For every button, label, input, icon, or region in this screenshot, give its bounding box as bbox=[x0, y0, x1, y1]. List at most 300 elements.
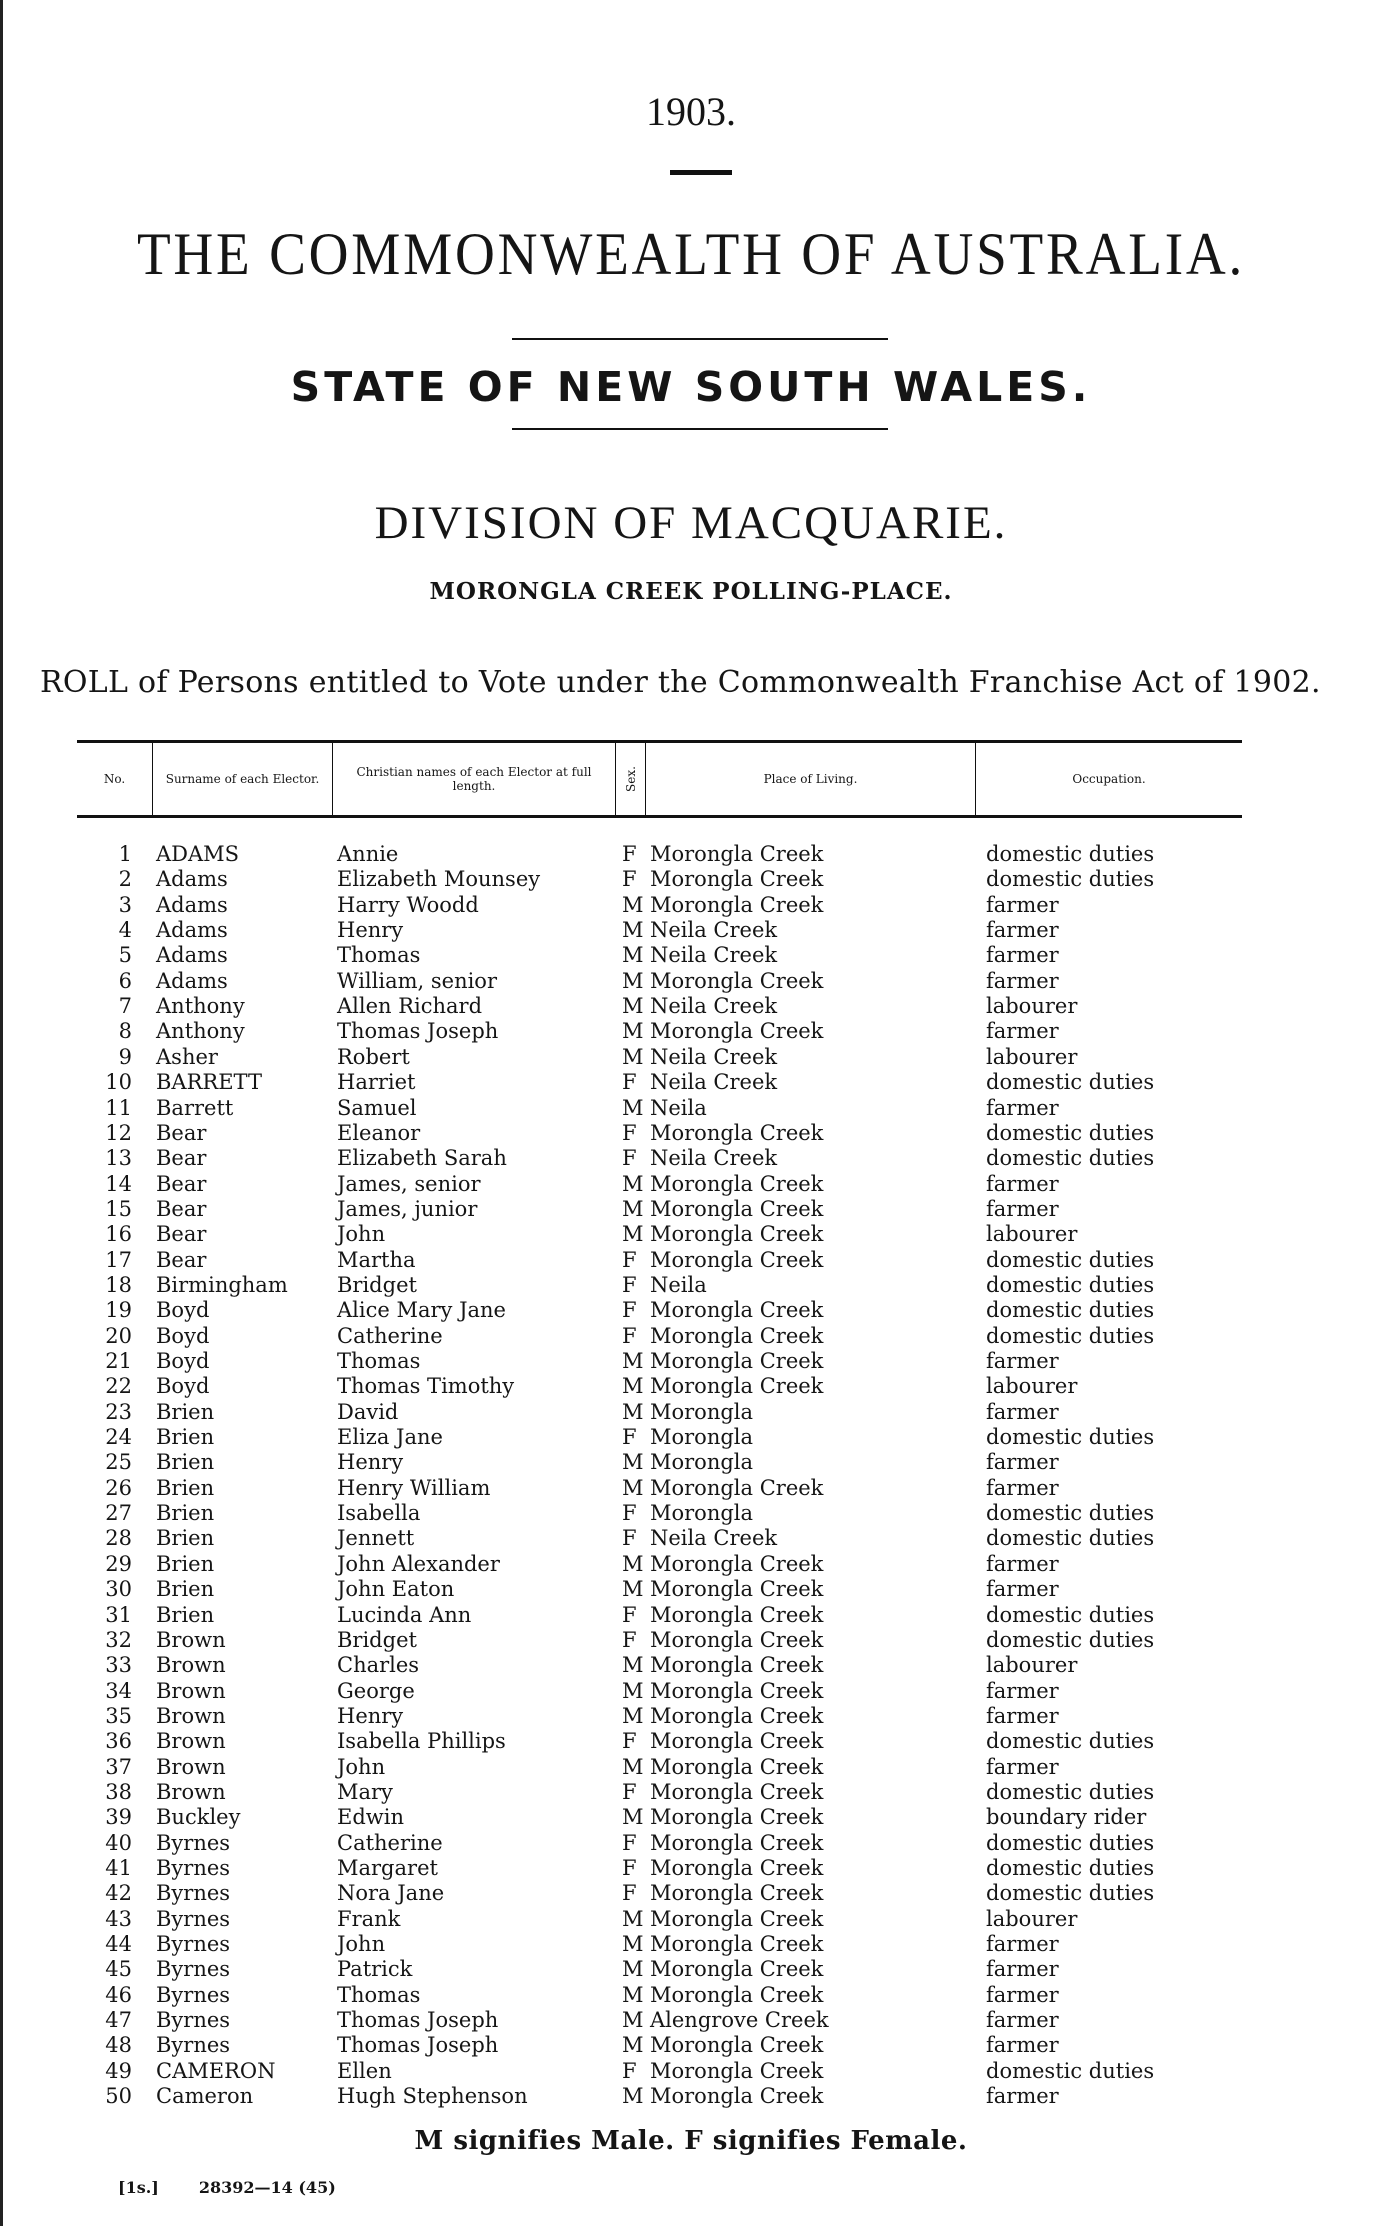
row-surname: Brown bbox=[156, 1729, 226, 1753]
polling-place-title: MORONGLA CREEK POLLING-PLACE. bbox=[429, 578, 953, 605]
row-surname: Byrnes bbox=[156, 1856, 231, 1880]
row-sex: F bbox=[622, 1324, 637, 1348]
table-row bbox=[0, 1374, 1382, 1399]
row-place: Morongla Creek bbox=[650, 1907, 824, 1931]
row-sex: F bbox=[622, 1298, 637, 1322]
row-place: Morongla Creek bbox=[650, 1019, 824, 1043]
row-occupation: farmer bbox=[986, 1096, 1059, 1120]
row-place: Morongla Creek bbox=[650, 867, 824, 891]
row-surname: Byrnes bbox=[156, 1957, 231, 1981]
row-occupation: farmer bbox=[986, 943, 1059, 967]
row-number: 26 bbox=[105, 1476, 132, 1500]
row-number: 11 bbox=[105, 1096, 132, 1120]
row-place: Neila Creek bbox=[650, 1070, 778, 1094]
table-header bbox=[77, 740, 1242, 818]
table-row bbox=[0, 1805, 1382, 1830]
row-sex: F bbox=[622, 1628, 637, 1652]
table-row bbox=[0, 842, 1382, 867]
row-surname: BARRETT bbox=[156, 1070, 262, 1094]
row-place: Morongla bbox=[650, 1425, 754, 1449]
row-place: Neila Creek bbox=[650, 994, 778, 1018]
row-place: Morongla bbox=[650, 1501, 754, 1525]
row-place: Morongla Creek bbox=[650, 1831, 824, 1855]
row-occupation: domestic duties bbox=[986, 1248, 1155, 1272]
table-row bbox=[0, 1501, 1382, 1526]
main-title: THE COMMONWEALTH OF AUSTRALIA. bbox=[136, 221, 1246, 287]
divider bbox=[670, 170, 732, 175]
row-occupation: domestic duties bbox=[986, 1603, 1155, 1627]
row-christian-names: Lucinda Ann bbox=[337, 1603, 472, 1627]
row-number: 3 bbox=[118, 893, 132, 917]
table-row bbox=[0, 1831, 1382, 1856]
column-header-place: Place of Living. bbox=[646, 743, 976, 815]
row-number: 37 bbox=[105, 1755, 132, 1779]
row-place: Morongla Creek bbox=[650, 1172, 824, 1196]
table-row bbox=[0, 1476, 1382, 1501]
row-place: Morongla Creek bbox=[650, 1552, 824, 1576]
row-occupation: farmer bbox=[986, 1755, 1059, 1779]
row-number: 35 bbox=[105, 1704, 132, 1728]
row-occupation: labourer bbox=[986, 1907, 1078, 1931]
column-header-surname: Surname of each Elector. bbox=[153, 743, 333, 815]
table-row bbox=[0, 2033, 1382, 2058]
row-christian-names: Henry William bbox=[337, 1476, 491, 1500]
table-row bbox=[0, 2084, 1382, 2109]
row-christian-names: Thomas Timothy bbox=[337, 1374, 515, 1398]
row-place: Morongla Creek bbox=[650, 1298, 824, 1322]
table-row bbox=[0, 1400, 1382, 1425]
row-number: 17 bbox=[105, 1248, 132, 1272]
row-christian-names: James, senior bbox=[337, 1172, 481, 1196]
row-christian-names: Annie bbox=[337, 842, 399, 866]
row-place: Morongla Creek bbox=[650, 1679, 824, 1703]
row-sex: M bbox=[622, 969, 644, 993]
row-sex: M bbox=[622, 1577, 644, 1601]
row-number: 40 bbox=[105, 1831, 132, 1855]
row-number: 12 bbox=[105, 1121, 132, 1145]
row-surname: Bear bbox=[156, 1146, 207, 1170]
row-surname: Brown bbox=[156, 1704, 226, 1728]
table-row bbox=[0, 2008, 1382, 2033]
row-number: 36 bbox=[105, 1729, 132, 1753]
row-christian-names: Bridget bbox=[337, 1628, 417, 1652]
row-number: 13 bbox=[105, 1146, 132, 1170]
table-row bbox=[0, 1856, 1382, 1881]
row-christian-names: Robert bbox=[337, 1045, 410, 1069]
row-place: Morongla Creek bbox=[650, 1729, 824, 1753]
row-christian-names: Elizabeth Mounsey bbox=[337, 867, 541, 891]
row-number: 8 bbox=[118, 1019, 132, 1043]
row-place: Morongla Creek bbox=[650, 1248, 824, 1272]
row-christian-names: William, senior bbox=[337, 969, 497, 993]
row-christian-names: Nora Jane bbox=[337, 1881, 445, 1905]
row-occupation: labourer bbox=[986, 1222, 1078, 1246]
row-sex: F bbox=[622, 1729, 637, 1753]
row-christian-names: Patrick bbox=[337, 1957, 413, 1981]
row-surname: Adams bbox=[156, 969, 228, 993]
row-sex: M bbox=[622, 1374, 644, 1398]
row-occupation: domestic duties bbox=[986, 1881, 1155, 1905]
row-number: 6 bbox=[118, 969, 132, 993]
row-number: 18 bbox=[105, 1273, 132, 1297]
row-christian-names: John Alexander bbox=[337, 1552, 500, 1576]
row-sex: F bbox=[622, 1248, 637, 1272]
row-christian-names: Mary bbox=[337, 1780, 393, 1804]
row-christian-names: Harry Woodd bbox=[337, 893, 479, 917]
row-number: 39 bbox=[105, 1805, 132, 1829]
table-row bbox=[0, 893, 1382, 918]
column-header-sex bbox=[616, 743, 646, 815]
row-surname: Adams bbox=[156, 893, 228, 917]
row-occupation: domestic duties bbox=[986, 1780, 1155, 1804]
divider bbox=[512, 428, 888, 430]
row-place: Morongla Creek bbox=[650, 1805, 824, 1829]
row-place: Morongla Creek bbox=[650, 2033, 824, 2057]
table-row bbox=[0, 1983, 1382, 2008]
row-sex: M bbox=[622, 1755, 644, 1779]
row-number: 19 bbox=[105, 1298, 132, 1322]
table-row bbox=[0, 1070, 1382, 1095]
table-row bbox=[0, 1096, 1382, 1121]
row-surname: Byrnes bbox=[156, 1932, 231, 1956]
table-row bbox=[0, 1653, 1382, 1678]
row-christian-names: Bridget bbox=[337, 1273, 417, 1297]
row-christian-names: John bbox=[337, 1222, 386, 1246]
row-christian-names: Catherine bbox=[337, 1831, 443, 1855]
row-sex: F bbox=[622, 1121, 637, 1145]
row-christian-names: Jennett bbox=[337, 1526, 415, 1550]
row-christian-names: Frank bbox=[337, 1907, 401, 1931]
row-christian-names: Ellen bbox=[337, 2059, 392, 2083]
row-surname: Brien bbox=[156, 1526, 215, 1550]
row-occupation: domestic duties bbox=[986, 1729, 1155, 1753]
row-sex: M bbox=[622, 1400, 644, 1424]
table-row bbox=[0, 1121, 1382, 1146]
row-place: Morongla Creek bbox=[650, 1197, 824, 1221]
row-sex: M bbox=[622, 1552, 644, 1576]
row-surname: Brown bbox=[156, 1755, 226, 1779]
row-surname: Brien bbox=[156, 1450, 215, 1474]
row-number: 45 bbox=[105, 1957, 132, 1981]
table-row bbox=[0, 1704, 1382, 1729]
table-row bbox=[0, 1222, 1382, 1247]
table-row bbox=[0, 1045, 1382, 1070]
row-christian-names: Edwin bbox=[337, 1805, 404, 1829]
row-christian-names: Thomas Joseph bbox=[337, 2008, 499, 2032]
row-occupation: domestic duties bbox=[986, 1298, 1155, 1322]
row-surname: Brien bbox=[156, 1552, 215, 1576]
row-sex: M bbox=[622, 1957, 644, 1981]
row-occupation: farmer bbox=[986, 1476, 1059, 1500]
row-christian-names: Thomas bbox=[337, 1349, 421, 1373]
row-place: Morongla Creek bbox=[650, 969, 824, 993]
row-christian-names: Alice Mary Jane bbox=[337, 1298, 506, 1322]
row-number: 43 bbox=[105, 1907, 132, 1931]
row-surname: Boyd bbox=[156, 1374, 210, 1398]
row-occupation: farmer bbox=[986, 918, 1059, 942]
row-occupation: domestic duties bbox=[986, 1526, 1155, 1550]
row-number: 41 bbox=[105, 1856, 132, 1880]
row-number: 25 bbox=[105, 1450, 132, 1474]
table-row bbox=[0, 1679, 1382, 1704]
row-surname: CAMERON bbox=[156, 2059, 276, 2083]
row-christian-names: Eliza Jane bbox=[337, 1425, 443, 1449]
row-sex: F bbox=[622, 1501, 637, 1525]
table-row bbox=[0, 1248, 1382, 1273]
table-row bbox=[0, 1628, 1382, 1653]
row-occupation: labourer bbox=[986, 1653, 1078, 1677]
row-number: 24 bbox=[105, 1425, 132, 1449]
table-row bbox=[0, 1577, 1382, 1602]
row-place: Morongla Creek bbox=[650, 1628, 824, 1652]
row-occupation: farmer bbox=[986, 969, 1059, 993]
row-occupation: domestic duties bbox=[986, 1831, 1155, 1855]
table-row bbox=[0, 969, 1382, 994]
table-row bbox=[0, 943, 1382, 968]
row-occupation: farmer bbox=[986, 893, 1059, 917]
row-sex: F bbox=[622, 1526, 637, 1550]
row-surname: Bear bbox=[156, 1121, 207, 1145]
row-christian-names: Harriet bbox=[337, 1070, 416, 1094]
row-christian-names: Martha bbox=[337, 1248, 416, 1272]
row-christian-names: Catherine bbox=[337, 1324, 443, 1348]
roll-heading: ROLL of Persons entitled to Vote under the Commonwealth Franchise Act of 1902. bbox=[40, 665, 1321, 700]
row-christian-names: Thomas Joseph bbox=[337, 2033, 499, 2057]
row-occupation: farmer bbox=[986, 1400, 1059, 1424]
row-sex: M bbox=[622, 1197, 644, 1221]
row-sex: F bbox=[622, 1881, 637, 1905]
row-number: 2 bbox=[118, 867, 132, 891]
row-christian-names: Henry bbox=[337, 1450, 404, 1474]
column-header-christian-names: Christian names of each Elector at full length. bbox=[333, 743, 616, 815]
row-sex: F bbox=[622, 2059, 637, 2083]
row-place: Morongla bbox=[650, 1400, 754, 1424]
row-christian-names: Thomas bbox=[337, 1983, 421, 2007]
row-number: 50 bbox=[105, 2084, 132, 2108]
row-number: 38 bbox=[105, 1780, 132, 1804]
row-place: Morongla Creek bbox=[650, 2059, 824, 2083]
row-surname: Bear bbox=[156, 1248, 207, 1272]
row-christian-names: Allen Richard bbox=[337, 994, 483, 1018]
table-row bbox=[0, 1298, 1382, 1323]
row-surname: Brien bbox=[156, 1603, 215, 1627]
row-place: Morongla Creek bbox=[650, 1653, 824, 1677]
row-sex: M bbox=[622, 1172, 644, 1196]
row-sex: F bbox=[622, 842, 637, 866]
row-place: Neila bbox=[650, 1096, 707, 1120]
row-sex: M bbox=[622, 943, 644, 967]
table-row bbox=[0, 1755, 1382, 1780]
row-place: Morongla Creek bbox=[650, 893, 824, 917]
table-row bbox=[0, 1526, 1382, 1551]
row-place: Morongla Creek bbox=[650, 1704, 824, 1728]
row-christian-names: Charles bbox=[337, 1653, 420, 1677]
row-sex: M bbox=[622, 2008, 644, 2032]
row-place: Morongla Creek bbox=[650, 1121, 824, 1145]
row-surname: Byrnes bbox=[156, 1881, 231, 1905]
row-number: 42 bbox=[105, 1881, 132, 1905]
row-christian-names: Isabella Phillips bbox=[337, 1729, 506, 1753]
row-sex: M bbox=[622, 1679, 644, 1703]
row-sex: M bbox=[622, 1222, 644, 1246]
division-title: DIVISION OF MACQUARIE. bbox=[374, 497, 1008, 549]
row-sex: M bbox=[622, 1045, 644, 1069]
row-occupation: farmer bbox=[986, 1983, 1059, 2007]
state-title: STATE OF NEW SOUTH WALES. bbox=[290, 363, 1092, 411]
row-number: 4 bbox=[118, 918, 132, 942]
row-occupation: labourer bbox=[986, 1045, 1078, 1069]
column-header-sex-label: Sex. bbox=[623, 766, 638, 792]
table-row bbox=[0, 2059, 1382, 2084]
row-surname: Brien bbox=[156, 1577, 215, 1601]
row-sex: M bbox=[622, 1932, 644, 1956]
row-place: Morongla Creek bbox=[650, 2084, 824, 2108]
column-header-no: No. bbox=[77, 743, 153, 815]
row-number: 5 bbox=[118, 943, 132, 967]
row-surname: Byrnes bbox=[156, 2008, 231, 2032]
row-sex: M bbox=[622, 893, 644, 917]
row-number: 1 bbox=[118, 842, 132, 866]
table-row bbox=[0, 1780, 1382, 1805]
table-row bbox=[0, 1552, 1382, 1577]
row-occupation: domestic duties bbox=[986, 1501, 1155, 1525]
row-number: 14 bbox=[105, 1172, 132, 1196]
row-christian-names: George bbox=[337, 1679, 415, 1703]
row-surname: Buckley bbox=[156, 1805, 241, 1829]
row-number: 34 bbox=[105, 1679, 132, 1703]
row-sex: M bbox=[622, 994, 644, 1018]
row-christian-names: James, junior bbox=[337, 1197, 478, 1221]
row-place: Morongla bbox=[650, 1450, 754, 1474]
row-number: 10 bbox=[105, 1070, 132, 1094]
row-place: Neila Creek bbox=[650, 918, 778, 942]
row-surname: ADAMS bbox=[156, 842, 240, 866]
row-occupation: farmer bbox=[986, 1172, 1059, 1196]
row-sex: M bbox=[622, 1983, 644, 2007]
row-number: 22 bbox=[105, 1374, 132, 1398]
row-place: Morongla Creek bbox=[650, 1983, 824, 2007]
row-number: 30 bbox=[105, 1577, 132, 1601]
row-number: 15 bbox=[105, 1197, 132, 1221]
row-sex: M bbox=[622, 1907, 644, 1931]
row-occupation: farmer bbox=[986, 1552, 1059, 1576]
row-occupation: domestic duties bbox=[986, 1146, 1155, 1170]
row-surname: Adams bbox=[156, 867, 228, 891]
row-christian-names: Thomas Joseph bbox=[337, 1019, 499, 1043]
divider bbox=[512, 338, 888, 340]
table-row bbox=[0, 1957, 1382, 1982]
row-occupation: domestic duties bbox=[986, 2059, 1155, 2083]
row-occupation: domestic duties bbox=[986, 842, 1155, 866]
row-occupation: farmer bbox=[986, 2084, 1059, 2108]
row-surname: Boyd bbox=[156, 1298, 210, 1322]
row-surname: Boyd bbox=[156, 1349, 210, 1373]
row-christian-names: Hugh Stephenson bbox=[337, 2084, 528, 2108]
row-number: 31 bbox=[105, 1603, 132, 1627]
row-place: Neila Creek bbox=[650, 1526, 778, 1550]
row-surname: Birmingham bbox=[156, 1273, 288, 1297]
row-number: 32 bbox=[105, 1628, 132, 1652]
row-occupation: labourer bbox=[986, 994, 1078, 1018]
row-christian-names: Elizabeth Sarah bbox=[337, 1146, 507, 1170]
row-occupation: farmer bbox=[986, 1197, 1059, 1221]
row-sex: M bbox=[622, 1450, 644, 1474]
row-place: Morongla Creek bbox=[650, 1374, 824, 1398]
row-surname: Anthony bbox=[156, 994, 245, 1018]
row-christian-names: Eleanor bbox=[337, 1121, 421, 1145]
row-christian-names: John bbox=[337, 1932, 386, 1956]
row-occupation: domestic duties bbox=[986, 1856, 1155, 1880]
row-place: Neila Creek bbox=[650, 1146, 778, 1170]
row-christian-names: David bbox=[337, 1400, 399, 1424]
table-row bbox=[0, 1019, 1382, 1044]
row-place: Morongla Creek bbox=[650, 1577, 824, 1601]
row-number: 23 bbox=[105, 1400, 132, 1424]
row-occupation: domestic duties bbox=[986, 1324, 1155, 1348]
row-occupation: domestic duties bbox=[986, 1628, 1155, 1652]
row-surname: Cameron bbox=[156, 2084, 254, 2108]
row-sex: F bbox=[622, 1425, 637, 1449]
row-surname: Brown bbox=[156, 1679, 226, 1703]
row-number: 29 bbox=[105, 1552, 132, 1576]
row-surname: Brown bbox=[156, 1780, 226, 1804]
row-occupation: farmer bbox=[986, 1577, 1059, 1601]
row-sex: F bbox=[622, 867, 637, 891]
row-place: Alengrove Creek bbox=[650, 2008, 829, 2032]
table-row bbox=[0, 1729, 1382, 1754]
row-christian-names: Samuel bbox=[337, 1096, 417, 1120]
row-occupation: farmer bbox=[986, 1932, 1059, 1956]
row-number: 44 bbox=[105, 1932, 132, 1956]
row-surname: Adams bbox=[156, 918, 228, 942]
table-row bbox=[0, 1450, 1382, 1475]
row-christian-names: John bbox=[337, 1755, 386, 1779]
row-occupation: labourer bbox=[986, 1374, 1078, 1398]
row-surname: Brien bbox=[156, 1501, 215, 1525]
row-occupation: domestic duties bbox=[986, 867, 1155, 891]
row-sex: F bbox=[622, 1273, 637, 1297]
row-number: 28 bbox=[105, 1526, 132, 1550]
row-sex: F bbox=[622, 1603, 637, 1627]
row-surname: Brien bbox=[156, 1476, 215, 1500]
row-number: 33 bbox=[105, 1653, 132, 1677]
row-surname: Asher bbox=[156, 1045, 218, 1069]
row-sex: M bbox=[622, 918, 644, 942]
table-row bbox=[0, 1425, 1382, 1450]
row-surname: Byrnes bbox=[156, 1907, 231, 1931]
table-row bbox=[0, 918, 1382, 943]
table-row bbox=[0, 1197, 1382, 1222]
row-surname: Adams bbox=[156, 943, 228, 967]
table-row bbox=[0, 1324, 1382, 1349]
table-row bbox=[0, 1932, 1382, 1957]
row-place: Morongla Creek bbox=[650, 1349, 824, 1373]
row-surname: Anthony bbox=[156, 1019, 245, 1043]
row-place: Morongla Creek bbox=[650, 1932, 824, 1956]
row-surname: Brown bbox=[156, 1653, 226, 1677]
row-place: Morongla Creek bbox=[650, 1476, 824, 1500]
row-number: 21 bbox=[105, 1349, 132, 1373]
row-surname: Barrett bbox=[156, 1096, 234, 1120]
row-occupation: farmer bbox=[986, 2033, 1059, 2057]
row-place: Morongla Creek bbox=[650, 1856, 824, 1880]
year: 1903. bbox=[646, 89, 736, 134]
row-occupation: farmer bbox=[986, 1704, 1059, 1728]
row-sex: M bbox=[622, 1476, 644, 1500]
column-header-occupation: Occupation. bbox=[1072, 772, 1146, 786]
row-occupation: boundary rider bbox=[986, 1805, 1147, 1829]
price: [1s.] bbox=[118, 2178, 159, 2197]
